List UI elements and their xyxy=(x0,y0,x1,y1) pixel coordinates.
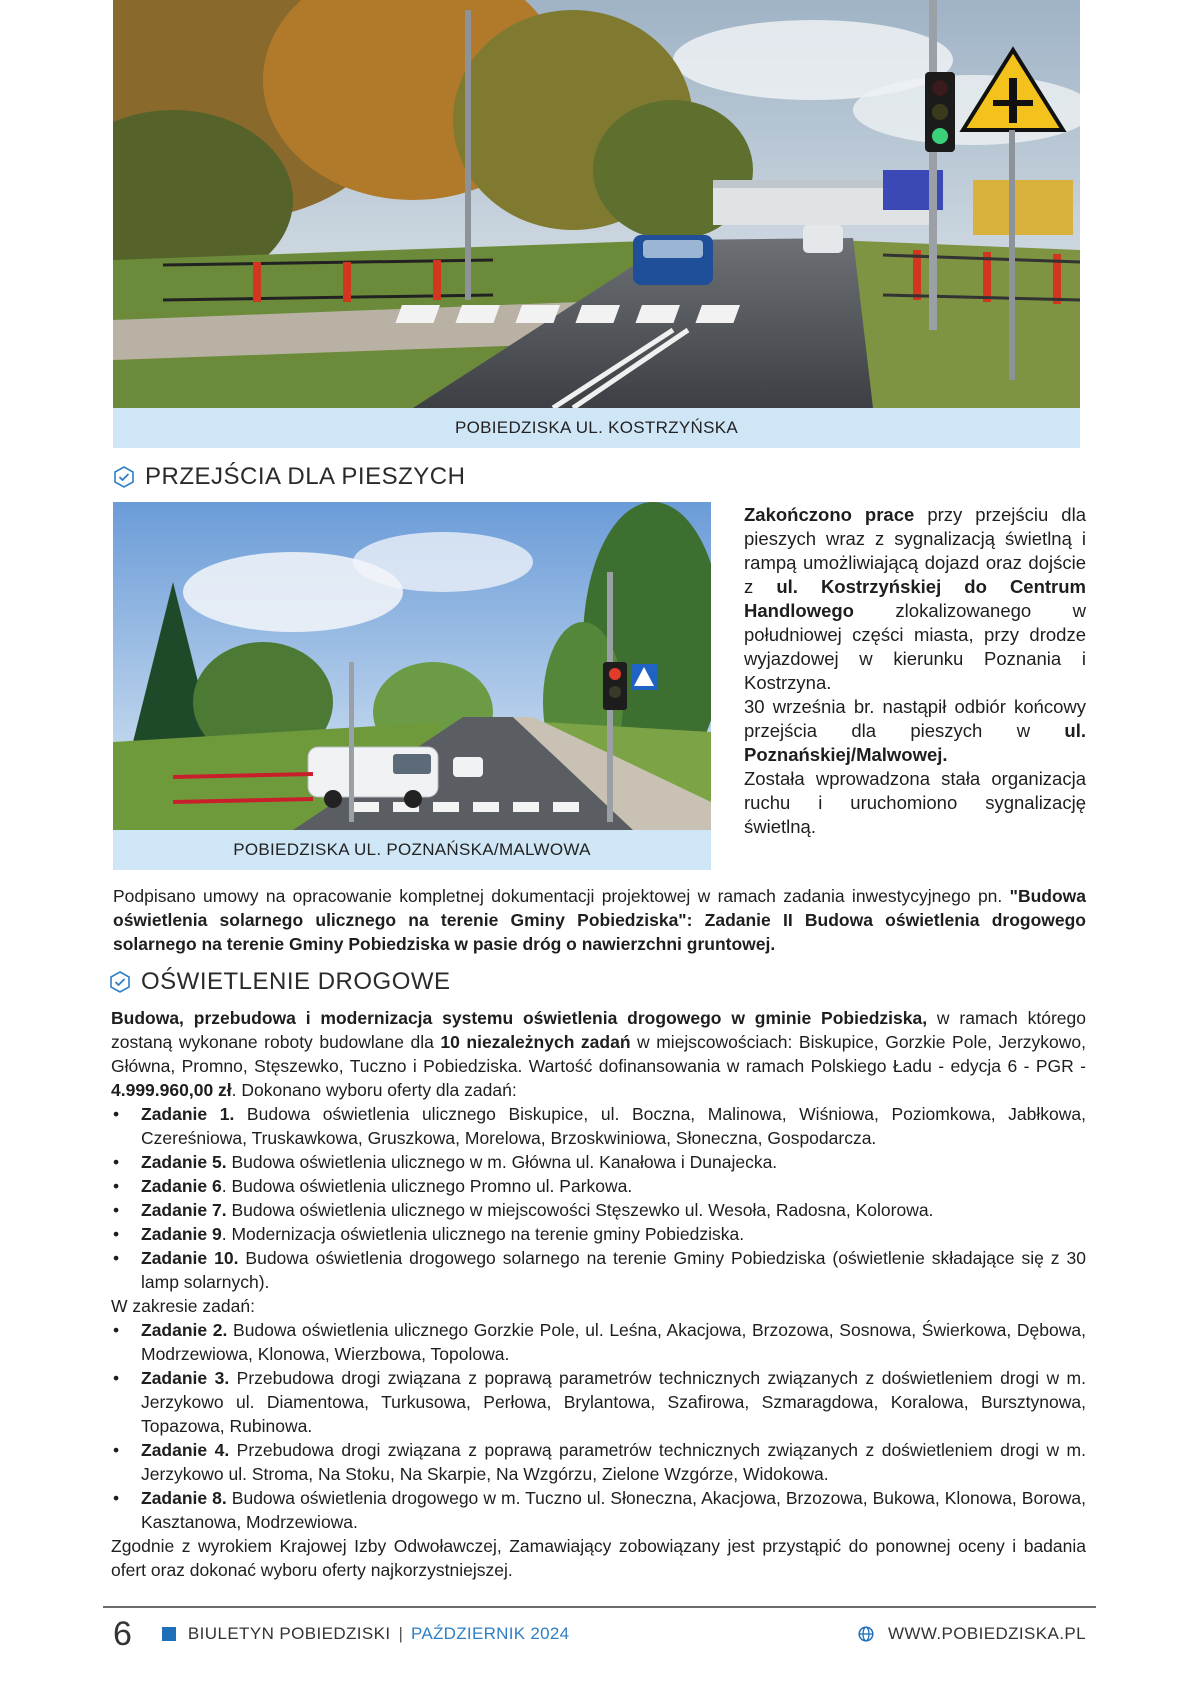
list-item: • Zadanie 6. Budowa oświetlenia ulicznego Promno ul. Parkowa. xyxy=(111,1174,1086,1198)
list-item: • Zadanie 4. Przebudowa drogi związana z poprawą parametrów technicznych związanych z doświetleniem drogi w m. Jerzykowo ul. Stroma, Na Stoku, Na Skarpie, Na Wzgórzu, Zielone Wzgórze, Widokowa. xyxy=(111,1438,1086,1486)
selected-tasks-list xyxy=(111,1102,1086,1294)
check-badge-icon xyxy=(113,466,135,488)
contract-paragraph: Podpisano umowy na opracowanie kompletnej dokumentacji projektowej w ramach zadania inwestycyjnego pn. "Budowa oświetlenia solarnego ulicznego na terenie Gminy Pobiedziska": Zadanie II Budowa oświetlenia drogowego solarnego na terenie Gminy Pobiedziska w pasie dróg o nawierzchni gruntowej. xyxy=(113,886,1086,954)
photo-caption-kostrzynska: POBIEDZISKA UL. KOSTRZYŃSKA xyxy=(113,408,1080,448)
lighting-intro: Budowa, przebudowa i modernizacja systemu oświetlenia drogowego w gminie Pobiedziska, w ramach którego zostaną wykonane roboty budowlane dla 10 niezależnych zadań w miejscowościach: Biskupice, Gorzkie Pole, Jerzykowo, Główna, Promno, Stęszewko, Tuczno i Pobiedziska. Wartość dofinansowania w ramach Polskiego Ładu - edycja 6 - PGR - 4.999.960,00 zł. Dokonano wyboru oferty dla zadań: xyxy=(111,1008,1086,1100)
list-item: • Zadanie 3. Przebudowa drogi związana z poprawą parametrów technicznych związanych z doświetleniem drogi w m. Jerzykowo ul. Diamentowa, Turkusowa, Perłowa, Brylantowa, Szafirowa, Szmaragdowa, Koralowa, Bursztynowa, Topazowa, Rubinowa. xyxy=(111,1366,1086,1438)
issue-date: PAŹDZIERNIK 2024 xyxy=(410,1624,570,1643)
footer-right xyxy=(858,1614,1086,1654)
publication-name: BIULETYN POBIEDZISKI xyxy=(187,1624,391,1643)
photo-poznanska-malwowa xyxy=(113,502,711,830)
list-item: • Zadanie 1. Budowa oświetlenia ulicznego Biskupice, ul. Boczna, Malinowa, Wiśniowa, Poziomkowa, Jabłkowa, Czereśniowa, Truskawkowa, Gruszkowa, Morelowa, Brzoskwiniowa, Słoneczna, Gospodarcza. xyxy=(111,1102,1086,1150)
section-title: PRZEJŚCIA DLA PIESZYCH xyxy=(145,463,466,490)
section-heading-crossings xyxy=(113,463,465,491)
square-bullet-icon xyxy=(162,1627,176,1641)
list-item: • Zadanie 9. Modernizacja oświetlenia ulicznego na terenie gminy Pobiedziska. xyxy=(111,1222,1086,1246)
page-number: 6 xyxy=(113,1615,132,1653)
section-heading-lighting xyxy=(109,968,451,996)
crossings-paragraph-2: 30 września br. nastąpił odbiór końcowy przejścia dla pieszych w ul. Poznańskiej/Malwowej. xyxy=(744,696,1086,765)
footer-divider xyxy=(103,1606,1096,1608)
photo-kostrzynska xyxy=(113,0,1080,408)
crossings-paragraph-1: Zakończono prace przy przejściu dla pieszych wraz z sygnalizacją świetlną i rampą umożliwiającą dojazd oraz dojście z ul. Kostrzyńskiej do Centrum Handlowego zlokalizowanego w południowej części miasta, przy drodze wyjazdowej w kierunku Poznania i Kostrzyna. xyxy=(744,504,1086,693)
list-item: • Zadanie 10. Budowa oświetlenia drogowego solarnego na terenie Gminy Pobiedziska (oświetlenie składające się z 30 lamp solarnych). xyxy=(111,1246,1086,1294)
website-link[interactable]: WWW.POBIEDZISKA.PL xyxy=(887,1624,1086,1643)
globe-icon xyxy=(858,1626,874,1642)
list-item: • Zadanie 7. Budowa oświetlenia ulicznego w miejscowości Stęszewko ul. Wesoła, Radosna, Kolorowa. xyxy=(111,1198,1086,1222)
footer-separator: | xyxy=(398,1624,403,1643)
list-item: • Zadanie 5. Budowa oświetlenia ulicznego w m. Główna ul. Kanałowa i Dunajecka. xyxy=(111,1150,1086,1174)
street-photo-illustration xyxy=(113,0,1080,408)
check-badge-icon xyxy=(109,971,131,993)
list-item: • Zadanie 8. Budowa oświetlenia drogowego w m. Tuczno ul. Słoneczna, Akacjowa, Brzozowa, Bukowa, Klonowa, Borowa, Kasztanowa, Modrzewiowa. xyxy=(111,1486,1086,1534)
section-title: OŚWIETLENIE DROGOWE xyxy=(141,968,451,995)
crossings-paragraph-3: Została wprowadzona stała organizacja ruchu i uruchomiono sygnalizację świetlną. xyxy=(744,768,1086,837)
crossings-description xyxy=(744,503,1086,839)
scope-label: W zakresie zadań: xyxy=(111,1296,255,1316)
list-item: • Zadanie 2. Budowa oświetlenia ulicznego Gorzkie Pole, ul. Leśna, Akacjowa, Brzozowa, Sosnowa, Świerkowa, Dębowa, Modrzewiowa, Klonowa, Wierzbowa, Topolowa. xyxy=(111,1318,1086,1366)
footer-left xyxy=(113,1614,569,1654)
closing-paragraph: Zgodnie z wyrokiem Krajowej Izby Odwoławczej, Zamawiający zobowiązany jest przystąpić do ponownej oceny i badania ofert oraz dokonać wyboru oferty najkorzystniejszej. xyxy=(111,1536,1086,1580)
crossing-photo-illustration xyxy=(113,502,711,830)
photo-caption-poznanska: POBIEDZISKA UL. POZNAŃSKA/MALWOWA xyxy=(113,830,711,870)
lighting-body xyxy=(111,1006,1086,1582)
scope-tasks-list xyxy=(111,1318,1086,1534)
